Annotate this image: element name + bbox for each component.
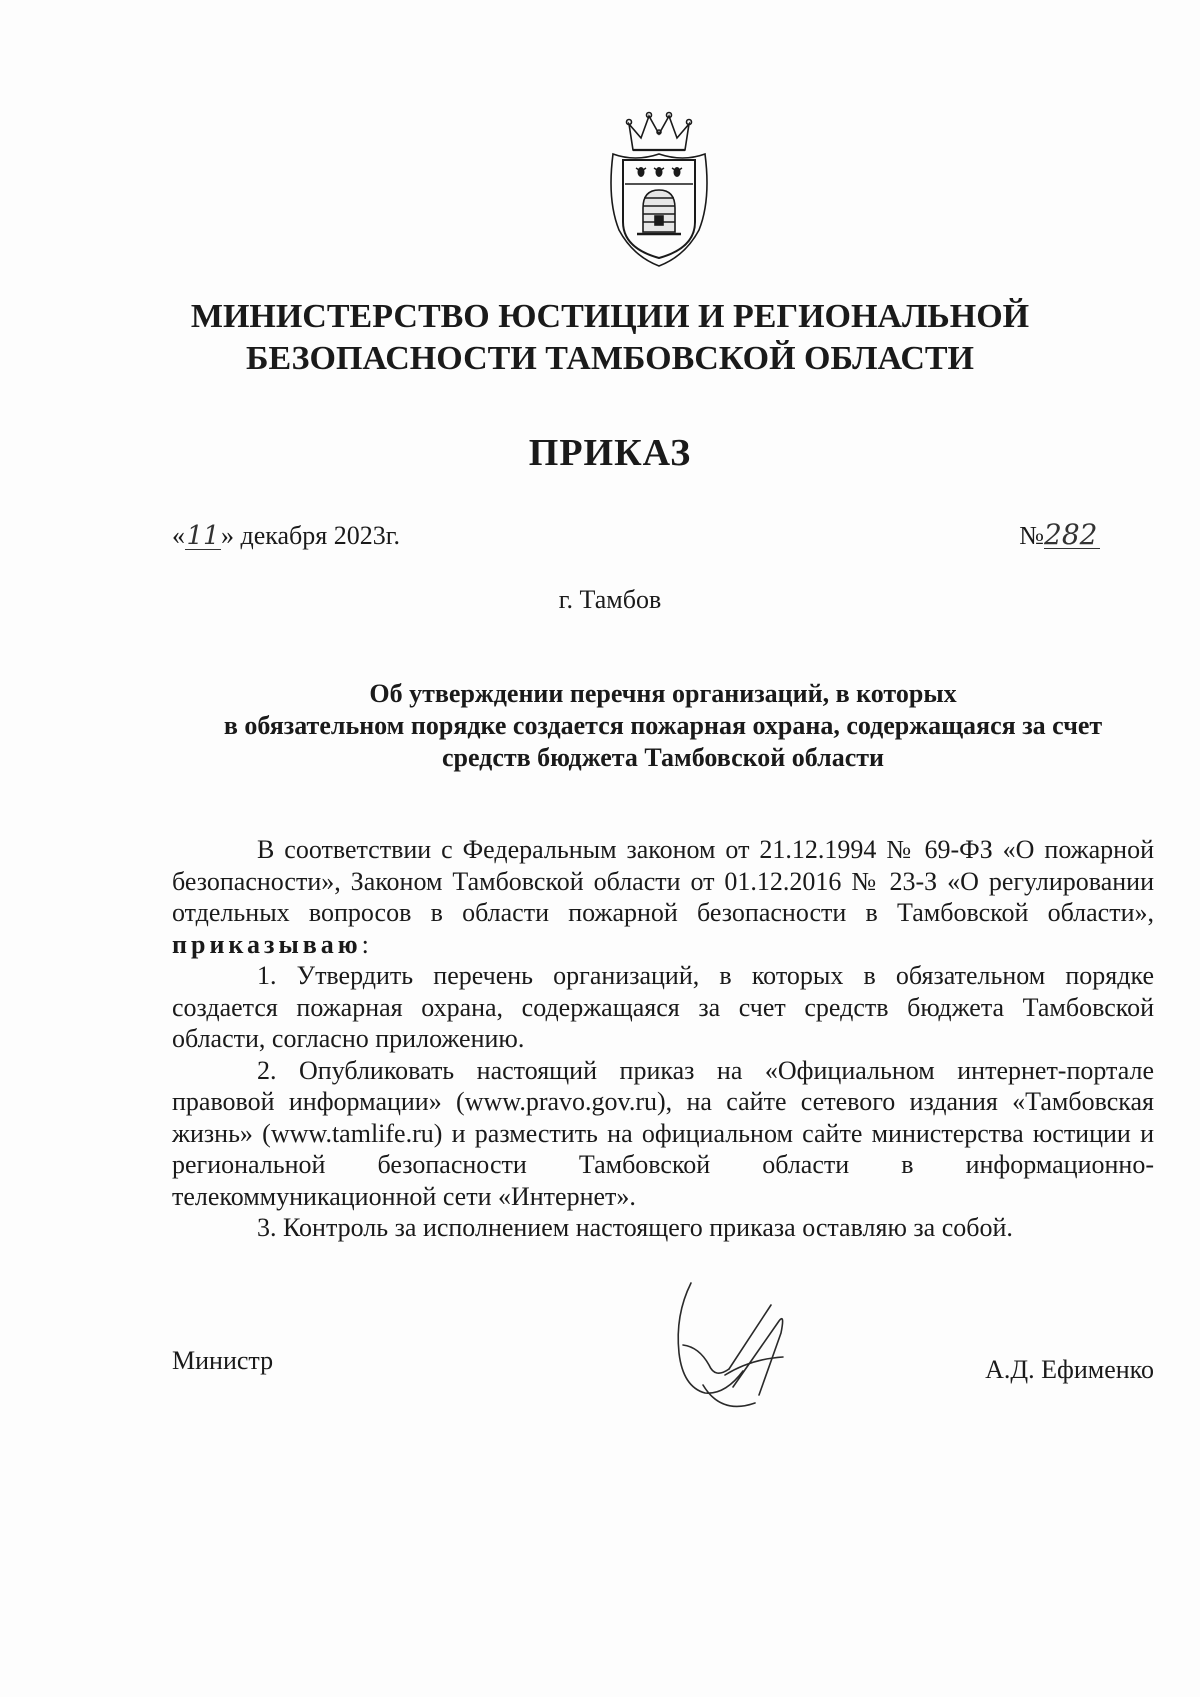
order-word: приказываю [172, 929, 362, 959]
number-value-handwritten: 282 [1044, 522, 1100, 549]
coat-of-arms-emblem [603, 110, 715, 268]
signatory-title: Министр [172, 1346, 274, 1375]
order-body [172, 834, 1154, 1244]
ministry-name-line-2: БЕЗОПАСНОСТИ ТАМБОВСКОЙ ОБЛАСТИ [245, 340, 974, 377]
order-number [1019, 520, 1100, 552]
ministry-name [150, 296, 1070, 380]
city-line: г. Тамбов [558, 585, 662, 614]
preamble-paragraph [172, 834, 1154, 960]
order-subject [172, 678, 1154, 774]
preamble-text: В соответствии с Федеральным законом от 21.12.1994 № 69-ФЗ «О пожарной безопасности», Законом Тамбовской области от 01.12.2016 № 23-З «О регулировании отдельных вопросов в области пожарной безопасности в Тамбовской области», [172, 835, 1154, 927]
ministry-name-line-1: МИНИСТЕРСТВО ЮСТИЦИИ И РЕГИОНАЛЬНОЙ [190, 298, 1030, 335]
date-month-year: » декабря 2023г. [221, 521, 400, 550]
order-item-1: 1. Утвердить перечень организаций, в которых в обязательном порядке создается пожарная охрана, содержащаяся за счет средств бюджета Тамбовской области, согласно приложению. [172, 961, 1154, 1053]
order-item-2: 2. Опубликовать настоящий приказ на «Официальном интернет-портале правовой информации» (www.pravo.gov.ru), на сайте сетевого издания «Тамбовская жизнь» (www.tamlife.ru) и разместить на официальном сайте министерства юстиции и региональной безопасности Тамбовской области в информационно-телекоммуникационной сети «Интернет». [172, 1055, 1154, 1211]
subject-line-2: в обязательном порядке создается пожарная охрана, содержащаяся за счет [223, 711, 1103, 740]
number-label: № [1019, 521, 1044, 550]
order-date [172, 520, 400, 552]
document-type-title: ПРИКАЗ [528, 432, 692, 474]
subject-line-1: Об утверждении перечня организаций, в которых [369, 679, 957, 708]
subject-line-3: средств бюджета Тамбовской области [441, 743, 885, 772]
handwritten-signature [663, 1275, 821, 1425]
date-day-handwritten: 11 [186, 521, 220, 551]
date-open-quote: « [172, 521, 185, 550]
signatory-name: А.Д. Ефименко [985, 1355, 1154, 1384]
preamble-colon: : [361, 929, 369, 959]
order-item-3: 3. Контроль за исполнением настоящего приказа оставляю за собой. [257, 1213, 1013, 1242]
